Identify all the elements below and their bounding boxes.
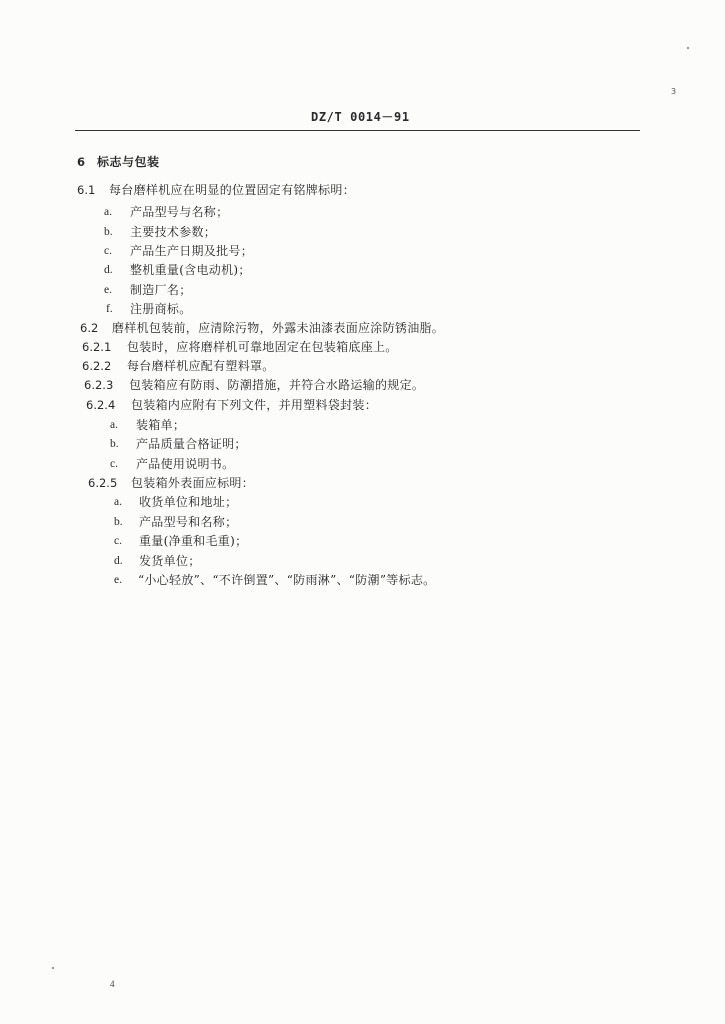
list-item-label: e. (114, 574, 122, 586)
list-item: 产品型号和名称； (139, 515, 238, 529)
list-item: 主要技术参数； (130, 225, 217, 239)
list-item-label: c. (114, 535, 122, 547)
clause-text: 磨样机包装前，应清除污物，外露未油漆表面应涂防锈油脂。 (112, 321, 445, 335)
clause-number: 6.1 (77, 183, 96, 197)
list-item: “小心轻放”、“不许倒置”、“防雨淋”、“防潮”等标志。 (138, 573, 436, 587)
list-item-label: d. (114, 555, 123, 567)
page-number: 4 (110, 979, 115, 989)
list-item: 制造厂名； (130, 283, 192, 297)
list-item-label: d. (104, 264, 113, 276)
list-item: 收货单位和地址； (139, 495, 238, 509)
list-item: 产品质量合格证明； (136, 437, 247, 451)
list-item-label: b. (110, 438, 119, 450)
clause-text: 包装时，应将磨样机可靠地固定在包装箱底座上。 (127, 340, 398, 354)
list-item: 注册商标。 (130, 302, 192, 316)
list-item-label: b. (114, 516, 123, 528)
list-item-label: e. (104, 284, 112, 296)
list-item: 产品型号与名称； (130, 205, 229, 219)
clause-text: 每台磨样机应配有塑料罩。 (127, 359, 275, 373)
clause-text: 包装箱应有防雨、防潮措施，并符合水路运输的规定。 (129, 378, 425, 392)
list-item: 重量(净重和毛重)； (139, 534, 248, 548)
scan-speck (687, 47, 689, 49)
list-item-label: c. (110, 458, 118, 470)
standard-code: DZ/T 0014－91 (311, 110, 410, 124)
list-item: 整机重量(含电动机)； (130, 263, 251, 277)
list-item: 产品生产日期及批号； (130, 244, 254, 258)
clause-text: 包装箱内应附有下列文件，并用塑料袋封装： (131, 398, 378, 412)
clause-number: 6.2.3 (84, 378, 114, 392)
clause-text: 每台磨样机应在明显的位置固定有铭牌标明： (109, 183, 356, 197)
clause-number: 6.2.4 (86, 398, 116, 412)
clause-number: 6.2 (80, 321, 99, 335)
clause-number: 6.2.2 (82, 359, 112, 373)
list-item-label: b. (104, 226, 113, 238)
list-item-label: f. (106, 303, 113, 315)
scan-speck (52, 967, 54, 969)
section-number: 6 (77, 155, 86, 169)
clause-number: 6.2.5 (88, 476, 118, 490)
list-item: 产品使用说明书。 (136, 457, 235, 471)
section-title: 标志与包装 (97, 155, 160, 169)
list-item: 装箱单； (136, 418, 186, 432)
list-item-label: a. (114, 496, 122, 508)
clause-number: 6.2.1 (82, 340, 112, 354)
list-item-label: a. (104, 206, 112, 218)
list-item-label: c. (104, 245, 112, 257)
header-rule (75, 130, 640, 131)
list-item: 发货单位； (139, 554, 201, 568)
clause-text: 包装箱外表面应标明： (131, 476, 255, 490)
list-item-label: a. (110, 419, 118, 431)
corner-mark: 3 (671, 87, 677, 96)
